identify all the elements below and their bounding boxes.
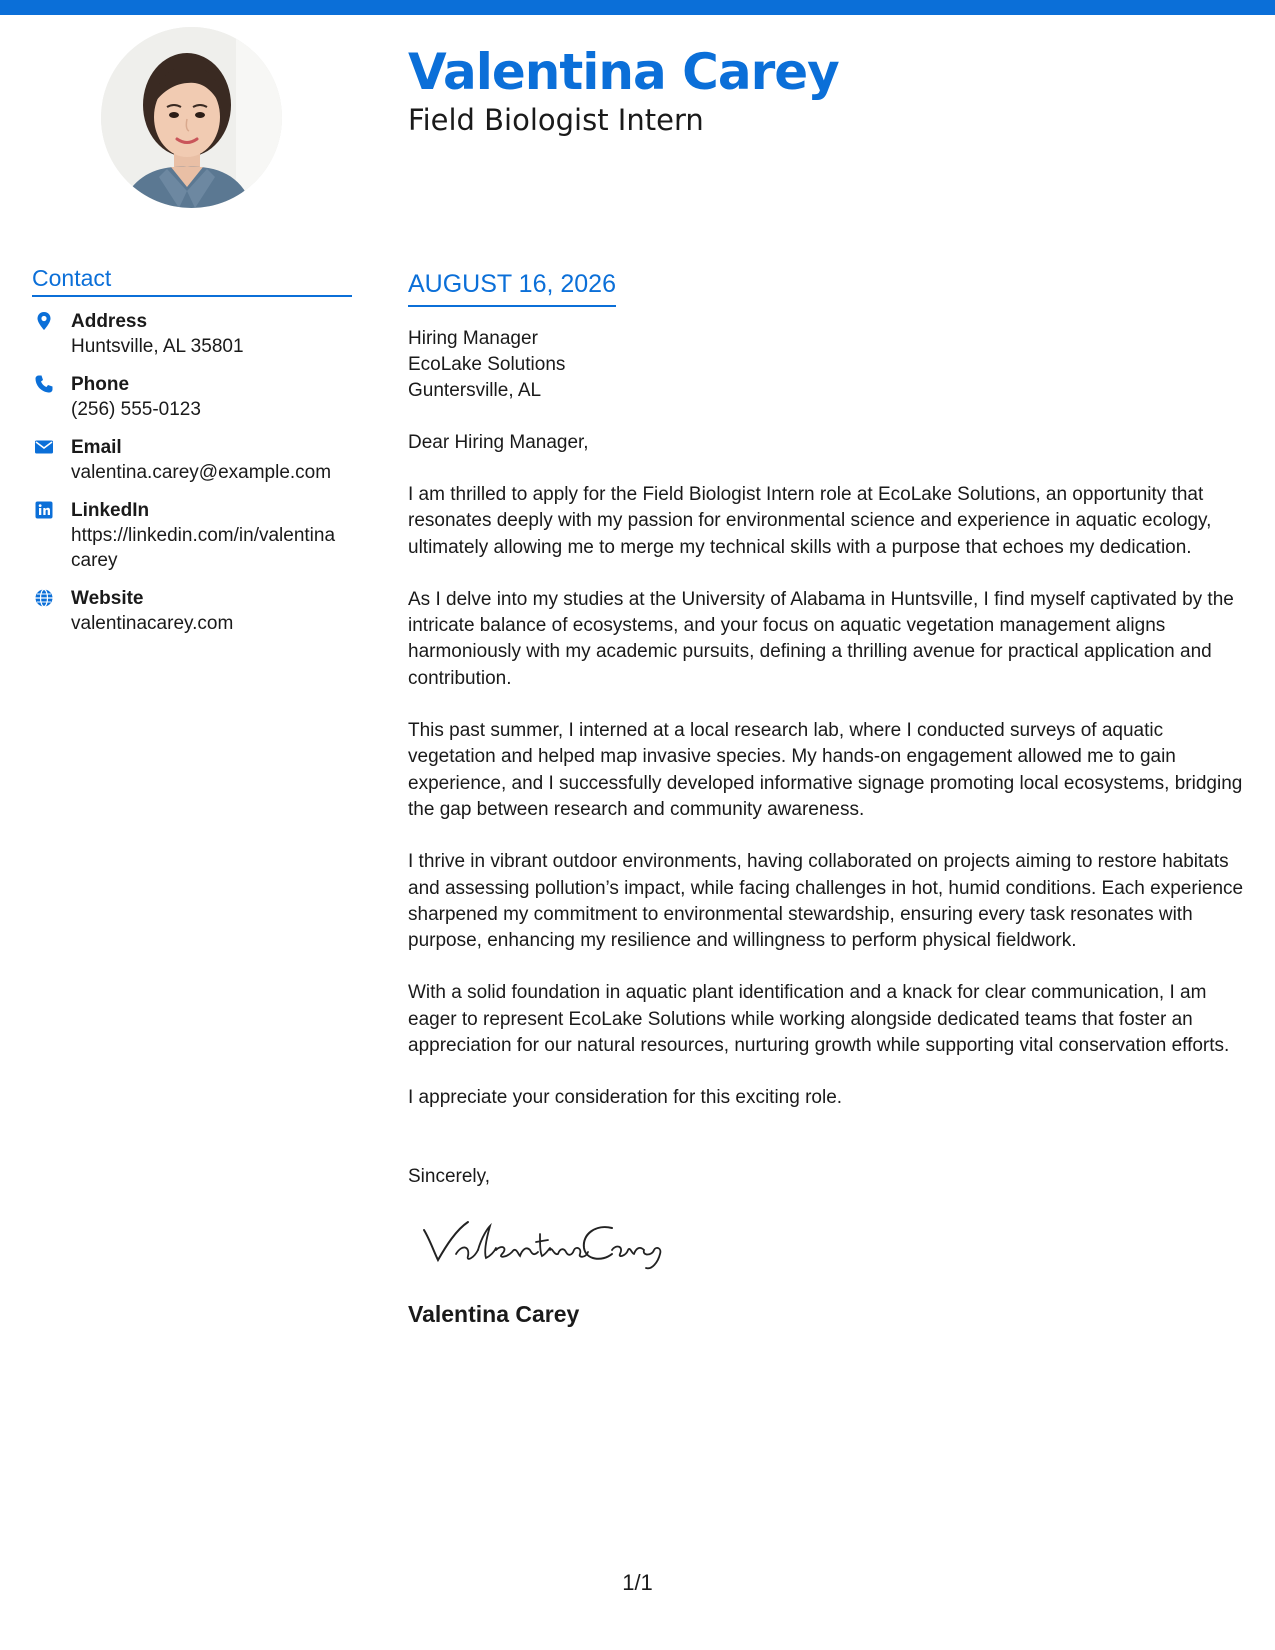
contact-sidebar xyxy=(32,264,352,649)
letter-body xyxy=(408,268,1250,1328)
email-value[interactable]: valentina.carey@example.com xyxy=(71,462,332,483)
recipient-location: Guntersville, AL xyxy=(408,380,542,401)
phone-icon xyxy=(34,374,54,394)
paragraph-3: This past summer, I interned at a local research lab, where I conducted surveys of aquatic vegetation and helped map invasive species. My hands-on engagement allowed me to gain experience, and I successfully developed informative signage promoting local ecosystems, bridging the gap between research and community awareness. xyxy=(408,720,1243,820)
avatar xyxy=(101,27,282,208)
candidate-name: Valentina Carey xyxy=(408,43,839,101)
salutation: Dear Hiring Manager, xyxy=(408,432,589,453)
linkedin-icon xyxy=(34,500,54,520)
signer-name: Valentina Carey xyxy=(408,1300,580,1327)
candidate-role: Field Biologist Intern xyxy=(408,103,704,137)
recipient-title: Hiring Manager xyxy=(408,328,538,349)
contact-label: Phone xyxy=(71,374,130,395)
letter-date: AUGUST 16, 2026 xyxy=(408,268,616,307)
contact-label: Address xyxy=(71,311,148,332)
paragraph-2: As I delve into my studies at the University of Alabama in Huntsville, I find myself captivated by the intricate balance of ecosystems, and your focus on aquatic vegetation management aligns harmoniously with my academic pursuits, defining a thrilling avenue for practical application and contribution. xyxy=(408,588,1234,689)
signature-image xyxy=(416,1210,676,1274)
contact-list xyxy=(32,309,352,636)
envelope-icon xyxy=(34,437,54,457)
contact-item-website xyxy=(32,586,352,636)
contact-item-linkedin xyxy=(32,498,352,573)
page-number: 1/1 xyxy=(622,1570,653,1595)
contact-label: Email xyxy=(71,437,122,458)
contact-title: Contact xyxy=(32,264,352,297)
address-value: Huntsville, AL 35801 xyxy=(71,336,244,357)
paragraph-1: I am thrilled to apply for the Field Biologist Intern role at EcoLake Solutions, an opportunity that resonates deeply with my passion for environmental science and experience in aquatic ecology, ultimately allowing me to merge my technical skills with a purpose that echoes my dedication. xyxy=(408,484,1212,558)
contact-item-email xyxy=(32,435,352,485)
location-pin-icon xyxy=(34,311,54,331)
profile-photo xyxy=(101,27,282,208)
linkedin-value[interactable]: https://linkedin.com/in/valentina carey xyxy=(71,525,336,571)
recipient-company: EcoLake Solutions xyxy=(408,354,566,375)
closing: Sincerely, xyxy=(408,1165,491,1187)
contact-item-address xyxy=(32,309,352,359)
signature xyxy=(416,1210,1250,1274)
contact-label: LinkedIn xyxy=(71,500,150,521)
header xyxy=(408,40,839,138)
contact-item-phone xyxy=(32,372,352,422)
website-value[interactable]: valentinacarey.com xyxy=(71,613,234,634)
paragraph-6: I appreciate your consideration for this exciting role. xyxy=(408,1087,843,1109)
phone-value: (256) 555-0123 xyxy=(71,399,201,420)
top-accent-bar xyxy=(0,0,1275,15)
paragraph-4: I thrive in vibrant outdoor environments, having collaborated on projects aiming to restore habitats and assessing pollution’s impact, while facing challenges in hot, humid conditions. Each experience sharpened my commitment to environmental stewardship, ensuring every task resonates with purpose, enhancing my resilience and willingness to perform physical fieldwork. xyxy=(408,851,1244,952)
recipient-block xyxy=(408,326,1250,404)
contact-label: Website xyxy=(71,588,144,609)
globe-icon xyxy=(34,588,54,608)
paragraph-5: With a solid foundation in aquatic plant identification and a knack for clear communication, I am eager to represent EcoLake Solutions while working alongside dedicated teams that foster an appreciation for our natural resources, nurturing growth while supporting vital conservation efforts. xyxy=(408,982,1230,1057)
